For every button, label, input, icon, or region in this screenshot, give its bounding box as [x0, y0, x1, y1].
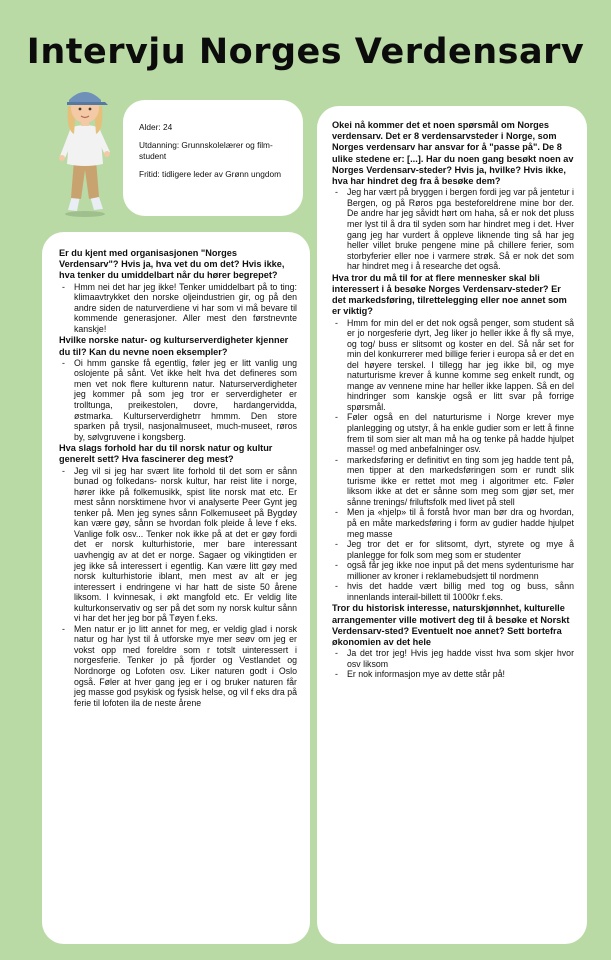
answer-item: - Men ja «hjelp» til å forstå hvor man bør dra og hvordan, på en måte markedsføring i form av gudier hadde hjulpet meg masse [332, 507, 574, 539]
question: Hvilke norske natur- og kulturserverdigheter kjenner du til? Kan du nevne noen eksempler? [59, 335, 289, 357]
answer-item: - også får jeg ikke noe input på det mens sydenturisme har millioner av kroner i reklamebudsjett til nordmenn [332, 560, 574, 581]
answer-item: - Er nok informasjon mye av dette står på! [332, 669, 574, 680]
answer-item: - Men natur er jo litt annet for meg, er veldig glad i norsk natur og har lyst til å utforske mye mer seøv om jeg er vokst opp med foreldre som r totslt uinteressert i norgesferie. Tenker jo på fjorder og Vestlandet og Nordnorge og Lofoten osv. Liker naturen godt i Oslo også. Føler at hver gang jeg er i og bruker naturen får jeg masse god psykisk og fysisk helse, og vil f eks dra på ferie til lofoten ila de neste årene [59, 624, 297, 708]
profile-education: Utdanning: Grunnskolelærer og film-student [139, 140, 273, 161]
answer-list [59, 358, 297, 442]
answer-item: - Jeg tror det er for slitsomt, dyrt, styrete og mye å planlegge for folk som meg som er studenter [332, 539, 574, 560]
answer-item: - Hmm for min del er det nok også penger, som student så er jo norgesferie dyrt, Jeg liker jo heller ikke å fly så mye, og tog/ buss er slitsomt og koster en del. Så når set for min del konkurrerer med billige ferier i europa så er det en del høyere terskel. I tillegg har jeg ikke bil, og mye naturturisme krever å kunne komme seg enkelt rundt, og mange av vennene mine har heller ikke lappen. Så en del hindringer som kanskje også er litt svar på forrige spørsmål. [332, 318, 574, 413]
person-illustration [50, 78, 120, 218]
page-title: Intervju Norges Verdensarv [26, 32, 585, 72]
answer-item: - markedsføring er definitivt en ting som jeg hadde tent på, men tipper at den markedsføringen som er rundt slik turisme ikke er rettet mot meg i algoritmer etc. Føler liksom ikke at det er sånne som meg som gjør set, mer sånne trenings/ friluftsfolk med livet på stell [332, 455, 574, 508]
answer-item: - Jeg vil si jeg har svært lite forhold til det som er sånn bunad og folkedans- norsk kultur, har reist lite i norge, hører ikke på folkemusikk, spist lite norsk mat etc. Er mest sånn norsktimene hvor vi analyserte Peer Gynt jeg tenker på. Men jeg synes sånn Folkemuseet på Bygdøy kan være gøy, sånn se hvordan folk pleide å leve f eks. Vanlige folk osv... Tenker nok ikke på at det er gøy fordi det er norsk kulturhistorie, mer bare interessant uavhengig av at det er norge. Sagaer og vikingtiden er jeg ikke så interessert i egentlig. Kan være litt gøy med norsk kulturhistorie iblant, men mest av alt er jeg interessert i endringene vi har hatt de siste 50 årene liksom. I kvinnesak, i økt mangfold etc. Er veldig lite kulturkonservativ og ser på det som ny norsk kultur sånn vi har det her jeg bor på Tøyen f.eks. [59, 466, 297, 624]
question: Hva slags forhold har du til norsk natur og kultur generelt sett? Hva fascinerer deg mest? [59, 443, 273, 465]
answer-list [332, 187, 574, 271]
answer-list [59, 466, 297, 709]
question: Okei nå kommer det et noen spørsmål om Norges verdensarv. Det er 8 verdensarvsteder i Norge, som Norges verdensarv har ansvar for å "passe på". De 8 ulike stedene er: [...]. Har du noen gang besøkt noen av Norges Verdensarv-steder? Hvis ja, hvilke? Hvis ikke, hva har hindret deg fra å besøke dem? [332, 120, 574, 187]
profile-card [123, 100, 303, 216]
question: Er du kjent med organisasjonen "Norges Verdensarv"? Hvis ja, hva vet du om det? Hvis ikke, hva tenker du umiddelbart når du hører begrepet? [59, 248, 285, 281]
interview-left-column [42, 232, 310, 944]
question: Hva tror du må til for at flere mennesker skal bli interessert i å besøke Norges Verdensarv-steder? Er det markedsføring, tilrettelegging eller noe annet som er viktig? [332, 272, 567, 317]
answer-list [59, 282, 297, 335]
interview-right-column [317, 106, 587, 944]
answer-list [332, 648, 574, 680]
profile-leisure: Fritid: tidligere leder av Grønn ungdom [139, 169, 282, 180]
answer-item: - hvis det hadde vært billig med tog og buss, sånn innenlands interail-billett til 1000kr f.eks. [332, 581, 574, 602]
answer-item: - Oi hmm ganske få egentlig, føler jeg er litt vanlig ung oslojente på sånt. Vet ikke helt hva det defineres som men vet nok flere kulturenn natur. Naturserverdigheter jeg kommer på som jeg tror er serverdigheter er trolltunga, preikestolen, dovre, hardangervidda, østmarka. Kulturserverdighetrr hmmm. Den store sparken på trysil, nasjonalmuseet, much-museet, røros by, sølvgruvene i kongsberg. [59, 358, 297, 442]
profile-age: Alder: 24 [139, 122, 173, 132]
answer-item: - Hmm nei det har jeg ikke! Tenker umiddelbart på to ting: klimaavtrykket den norske oljeindustrien gir, og på den andre siden de naturverdiene vi har som vi må bevare til kommende generasjoner. Aller mest den førstnevnte kanskje! [59, 282, 297, 335]
answer-list [332, 318, 574, 603]
answer-item: - Ja det tror jeg! Hvis jeg hadde visst hva som skjer hvor osv liksom [332, 648, 574, 669]
answer-item: - Føler også en del naturturisme i Norge krever mye planlegging og utstyr, å ha enkle gudier som er lett å finne frem til som sier alt man må ha og tenke på hadde hjulpet masse! og med anbefalninger osv. [332, 412, 574, 454]
question: Tror du historisk interesse, naturskjønnhet, kulturelle arrangementer ville motivert deg til å besøke et Norskt Verdensarv-sted? Eventuelt noe annet? Sett bortefra økonomien av det hele [332, 603, 570, 647]
answer-item: - Jeg har vært på bryggen i bergen fordi jeg var på jentetur i Bergen, og på Røros pga besteforeldrene mine bor der. De andre har jeg såvidt hørt om haha, så er nok det pluss mer lyst til å dra til syden som har hindret meg i det. Hver gang jeg har vurdert å oppleve liknende ting så har jeg heller villet bruke pengene mine på chillere ferier, som storbyferier eller noe i varmere strøk. Så er nok det som har hindret meg i å researche det også. [332, 187, 574, 271]
